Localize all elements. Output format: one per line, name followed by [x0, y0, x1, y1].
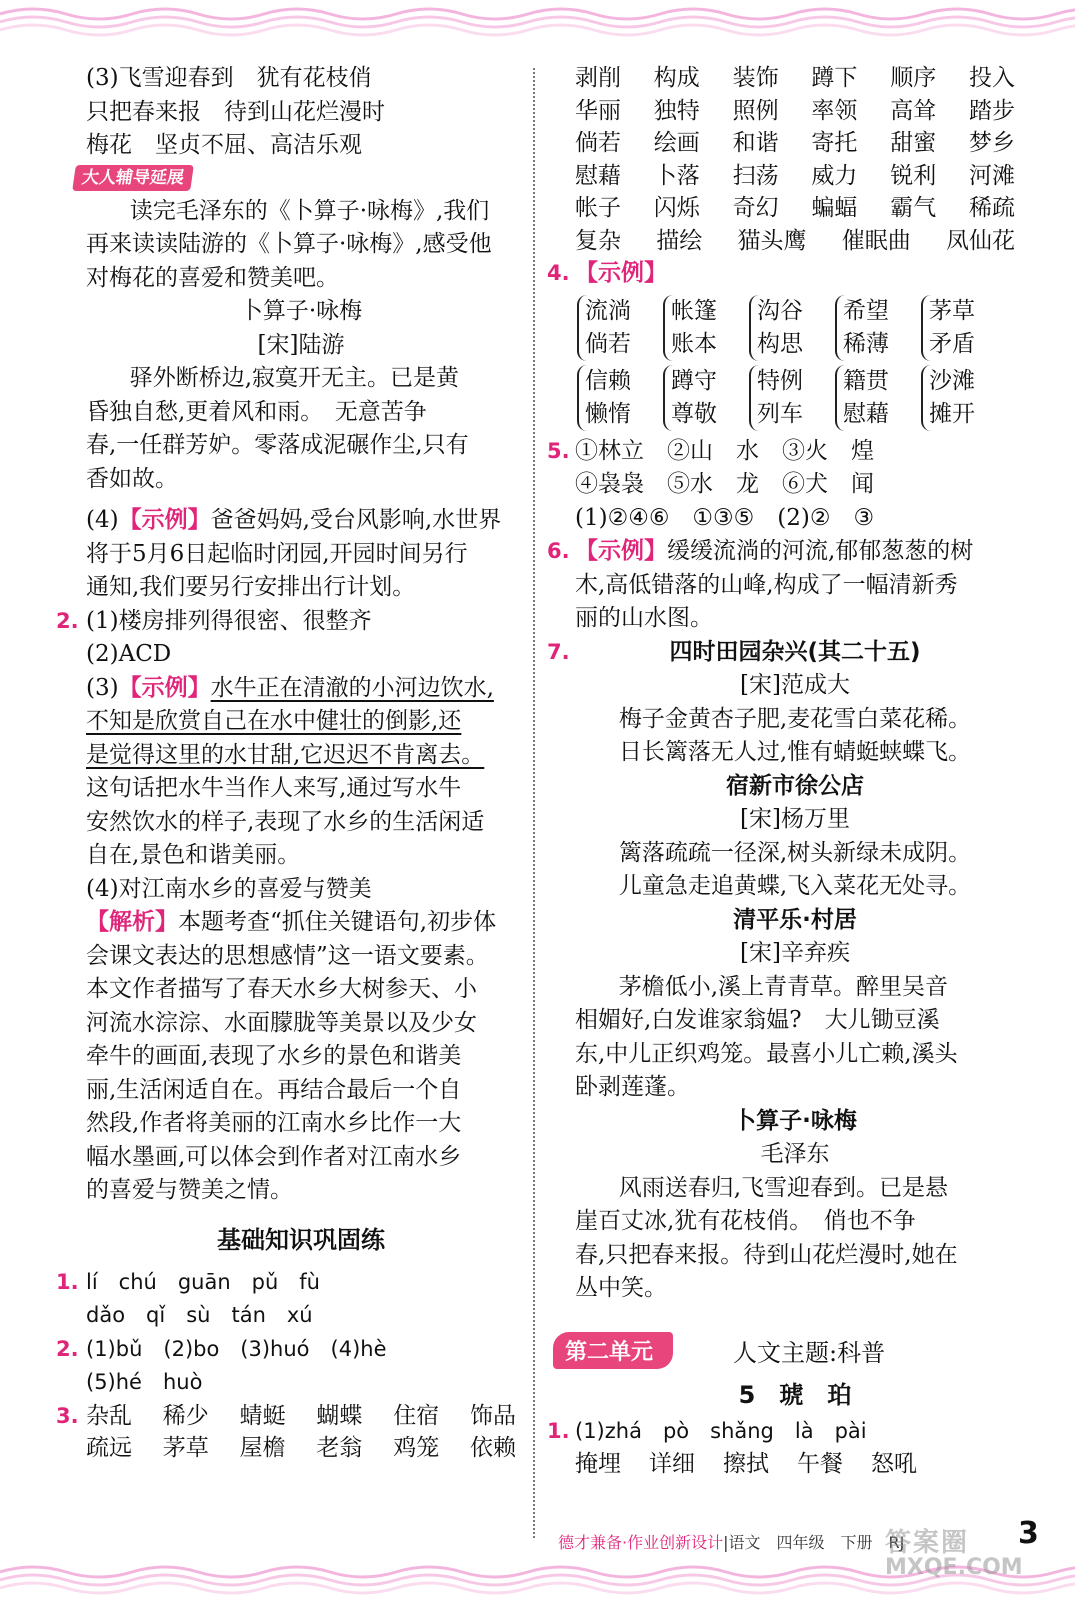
word: 杂乱 [86, 1402, 132, 1429]
word: 流淌 [585, 297, 631, 324]
page-footer [558, 1530, 904, 1553]
poem-line: 茅檐低小,溪上青青草。醉里吴音 [618, 973, 948, 1000]
word: 华丽 [575, 97, 621, 124]
word: 构思 [757, 330, 803, 357]
text-line: 对梅花的喜爱和赞美吧。 [86, 264, 339, 291]
watermark [885, 1522, 1023, 1580]
text-line: 河流水淙淙、水面朦胧等美景以及少女 [86, 1009, 477, 1036]
text-line: 通知,我们要另行安排出行计划。 [86, 574, 416, 600]
poem-title: 卜算子·咏梅 [733, 1107, 857, 1134]
word: 特例 [757, 367, 803, 394]
text-line: 春,一任群芳妒。零落成泥碾作尘,只有 [86, 432, 469, 458]
poem-line: 风雨送春归,飞雪迎春到。已是悬 [618, 1174, 948, 1201]
word: 蹲守 [671, 367, 717, 394]
word-pair [835, 365, 909, 431]
word: 投入 [968, 65, 1015, 91]
basic-q1 [56, 1266, 516, 1333]
word: 住宿 [393, 1402, 440, 1429]
poem-title: 清平乐·村居 [733, 906, 857, 933]
text-line: (2)ACD [86, 641, 172, 667]
word: 午餐 [797, 1451, 843, 1477]
pinyin-line: (5)hé huò [86, 1370, 203, 1394]
pinyin-line: dǎo qǐ sù tán xú [86, 1303, 313, 1327]
text-line: 昏独自愁,更着风和雨。 无意苦争 [86, 398, 427, 425]
text-segment: 爸爸妈妈,受台风影响,水世界 [210, 507, 502, 533]
q5-block [547, 435, 1015, 536]
word: 绘画 [653, 130, 700, 156]
word: 复杂 [575, 227, 621, 254]
example-label: 【示例】 [575, 260, 667, 286]
text-line: 的喜爱与赞美之情。 [86, 1177, 293, 1203]
poem-author: [宋]杨万里 [740, 806, 850, 832]
q1-part3-answer [86, 62, 516, 163]
word-row [86, 1400, 516, 1433]
word-row [575, 1448, 1015, 1482]
question-number: 3. [56, 1403, 79, 1428]
poem-line: 篱落疏疏一径深,树头新绿未成阴。 [618, 839, 972, 866]
text-line: 幅水墨画,可以体会到作者对江南水乡 [86, 1143, 462, 1170]
text-line: 香如故。 [86, 465, 178, 492]
word: 稀疏 [968, 195, 1015, 221]
word-pair [749, 295, 823, 361]
word: 慰藉 [843, 400, 889, 427]
word: 锐利 [890, 162, 937, 189]
text-line: 会课文表达的思想感情”这一语文要素。 [86, 942, 489, 969]
poem-title: 卜算子·咏梅 [239, 298, 363, 324]
poem-line: 卧剥莲蓬。 [575, 1074, 690, 1100]
word: 怒吼 [871, 1451, 917, 1477]
word: 河滩 [968, 162, 1015, 189]
word: 稀薄 [843, 330, 889, 357]
text-line: 木,高低错落的山峰,构成了一幅清新秀 [575, 571, 958, 598]
unit-theme: 人文主题:科普 [733, 1338, 886, 1367]
underlined-sentence: 水牛正在清澈的小河边饮水, [210, 674, 494, 701]
pinyin-line: (1)bǔ (2)bo (3)huó (4)hè [86, 1336, 387, 1361]
word-pair [921, 295, 995, 361]
word-pair [921, 365, 995, 431]
word-row [575, 127, 1015, 160]
word: 稀少 [162, 1402, 209, 1429]
poem-line: 丛中笑。 [575, 1275, 667, 1301]
word: 踏步 [968, 97, 1015, 124]
word: 信赖 [585, 367, 631, 394]
watermark-url: MXQE.COM [885, 1555, 1023, 1580]
word: 茅草 [929, 297, 975, 324]
word: 鸡笼 [393, 1435, 440, 1461]
word-pair [663, 365, 737, 431]
question-number: 4. [547, 261, 570, 285]
word: 威力 [811, 162, 858, 189]
poem-author: 毛泽东 [760, 1141, 830, 1167]
basic-q3 [56, 1400, 516, 1465]
word: 闪烁 [653, 195, 700, 221]
basic-q2 [56, 1333, 516, 1400]
word-pair [577, 295, 651, 361]
analysis-line [86, 906, 516, 940]
word: 剥削 [575, 65, 621, 91]
q1-part4-answer [86, 504, 516, 538]
poem-line: 东,中儿正织鸡笼。最喜小儿亡赖,溪头 [575, 1040, 958, 1067]
text-line [86, 705, 516, 739]
word: 高耸 [890, 97, 937, 124]
word: 掩埋 [575, 1451, 621, 1477]
left-column [56, 62, 516, 1465]
text-line: ④袅袅 ⑤水 龙 ⑥犬 闻 [575, 471, 874, 497]
pinyin-line: (1)zhá pò shǎng là pài [575, 1418, 867, 1443]
q7-block [547, 636, 1015, 1306]
poem-line: 崖百丈冰,犹有花枝俏。 俏也不争 [575, 1208, 916, 1234]
word: 寄托 [811, 130, 858, 156]
word-pair-row [577, 295, 1015, 361]
word: 奇幻 [732, 195, 779, 221]
word-pair [663, 295, 737, 361]
poem-line: 儿童急走追黄蝶,飞入菜花无处寻。 [618, 873, 972, 899]
word: 屋檐 [239, 1435, 286, 1461]
word-row [86, 1432, 516, 1465]
word: 详细 [649, 1451, 695, 1477]
q4-block [547, 257, 1015, 431]
word: 猫头鹰 [737, 227, 807, 254]
word: 帐篷 [671, 297, 717, 324]
text-line: 然段,作者将美丽的江南水乡比作一大 [86, 1110, 462, 1136]
poem-author: [宋]范成大 [740, 672, 850, 698]
word: 账本 [671, 330, 717, 357]
word: 甜蜜 [890, 130, 937, 156]
text-segment: 本题考查“抓住关键语句,初步体 [178, 909, 497, 935]
unit-badge: 第二单元 [553, 1332, 673, 1369]
footer-brand: 德才兼备·作业创新设计 [558, 1533, 724, 1552]
question-number: 2. [56, 608, 79, 633]
word: 蝙蝠 [811, 195, 858, 221]
word: 蹲下 [811, 65, 858, 91]
word: 懒惰 [585, 400, 631, 427]
poem-author: [宋]辛弃疾 [740, 940, 850, 966]
word: 构成 [653, 65, 700, 91]
question-number: 6. [547, 539, 570, 563]
column-divider [533, 68, 535, 1538]
word: 扫荡 [732, 162, 779, 189]
word: 老翁 [316, 1435, 363, 1461]
word-row [575, 95, 1015, 128]
word-row [575, 62, 1015, 95]
example-label: 【示例】 [118, 507, 211, 533]
text-line: 这句话把水牛当作人来写,通过写水牛 [86, 775, 462, 801]
word: 蜻蜓 [239, 1402, 286, 1429]
word-row [575, 192, 1015, 225]
word-row [575, 160, 1015, 193]
section-title: 基础知识巩固练 [217, 1225, 385, 1254]
word-pair [835, 295, 909, 361]
example-label: 【示例】 [118, 674, 211, 701]
word-grid [575, 62, 1015, 257]
word: 蝴蝶 [316, 1402, 363, 1429]
q6-block [547, 535, 1015, 636]
word: 希望 [843, 297, 889, 324]
question-number: 1. [56, 1269, 79, 1294]
text-line: 牵牛的画面,表现了水乡的景色和谐美 [86, 1043, 462, 1069]
text-line: 安然饮水的样子,表现了水乡的生活闲适 [86, 808, 485, 835]
text-line: 读完毛泽东的《卜算子·咏梅》,我们 [129, 197, 490, 224]
text-line: 只把春来报 待到山花烂漫时 [86, 98, 385, 125]
text-line: 梅花 坚贞不屈、高洁乐观 [86, 132, 362, 158]
unit-header [553, 1332, 1015, 1369]
word: 描绘 [656, 227, 703, 254]
poem-line: 梅子金黄杏子肥,麦花雪白菜花稀。 [618, 705, 972, 732]
word: 独特 [653, 97, 700, 124]
right-column [547, 62, 1015, 1482]
word: 茅草 [162, 1435, 209, 1461]
text-line: ①林立 ②山 水 ③火 煌 [575, 437, 874, 464]
text-segment: 缓缓流淌的河流,郁郁葱葱的树 [667, 538, 974, 564]
word: 装饰 [732, 65, 779, 91]
word: 霸气 [890, 195, 937, 221]
word: 尊敬 [671, 400, 717, 427]
page-number: 3 [1018, 1516, 1039, 1551]
lesson-q1 [547, 1415, 1015, 1482]
text-line [575, 535, 1015, 569]
poem-author: [宋]陆游 [257, 331, 345, 358]
lesson-title: 5 琥 珀 [738, 1380, 852, 1409]
word: 顺序 [890, 65, 937, 91]
word: 率领 [811, 97, 858, 124]
word: 依赖 [469, 1435, 516, 1461]
underlined-sentence: 不知是欣赏自己在水中健壮的倒影,还 [86, 708, 462, 734]
text-line: (3)飞雪迎春到 犹有花枝俏 [86, 65, 372, 91]
word: 倘若 [575, 130, 621, 156]
poem-line: 相媚好,白发谁家翁媪? 大儿锄豆溪 [575, 1007, 940, 1033]
word: 擦拭 [723, 1451, 769, 1477]
part-label: (3) [86, 674, 119, 701]
example-label: 【示例】 [575, 538, 667, 564]
part-label: (4) [86, 507, 119, 533]
question-number: 5. [547, 438, 570, 463]
word: 沟谷 [757, 297, 803, 324]
extension-tag: 大人辅导延展 [72, 165, 194, 191]
question-number: 1. [547, 1418, 570, 1443]
top-wave-border [0, 0, 1075, 38]
text-line: (1)楼房排列得很密、很整齐 [86, 607, 372, 634]
word-pair [749, 365, 823, 431]
word: 籍贯 [843, 367, 889, 394]
word: 梦乡 [968, 130, 1015, 156]
word: 催眠曲 [841, 227, 911, 254]
word: 列车 [757, 400, 803, 427]
word: 卜落 [653, 162, 700, 189]
poem-line: 日长篱落无人过,惟有蜻蜓蛱蝶飞。 [618, 739, 972, 765]
underlined-sentence: 是觉得这里的水甘甜,它迟迟不肯离去。 [86, 741, 485, 768]
text-line: (4)对江南水乡的喜爱与赞美 [86, 875, 372, 902]
question-number: 2. [56, 1336, 79, 1361]
q2-block [56, 605, 516, 1208]
watermark-text: 答案圈 [885, 1528, 970, 1558]
word: 摊开 [929, 400, 975, 427]
text-line: 丽的山水图。 [575, 605, 713, 631]
analysis-label: 【解析】 [86, 909, 178, 935]
poem-title: 宿新市徐公店 [726, 772, 864, 799]
word-pair [577, 365, 651, 431]
word: 凤仙花 [946, 227, 1015, 254]
word: 照例 [732, 97, 779, 124]
text-line [86, 672, 516, 706]
text-line: 自在,景色和谐美丽。 [86, 842, 301, 868]
text-line [86, 739, 516, 773]
pinyin-line: lí chú guān pǔ fù [86, 1269, 320, 1294]
poem-title: 四时田园杂兴(其二十五) [669, 638, 921, 665]
text-line: (1)②④⑥ ①③⑤ (2)② ③ [575, 504, 875, 531]
word: 沙滩 [929, 367, 975, 394]
text-line: 驿外断桥边,寂寞开无主。已是黄 [129, 365, 459, 391]
word: 和谐 [732, 130, 779, 156]
footer-info: |语文 四年级 下册 RJ [723, 1533, 905, 1552]
word-pair-row [577, 365, 1015, 431]
extension-block [86, 195, 516, 497]
word: 倘若 [585, 330, 631, 357]
word: 帐子 [575, 195, 621, 221]
text-line: 本文作者描写了春天水乡大树参天、小 [86, 976, 477, 1002]
word: 疏远 [86, 1435, 132, 1461]
poem-line: 春,只把春来报。待到山花烂漫时,她在 [575, 1241, 958, 1268]
text-line: 再来读读陆游的《卜算子·咏梅》,感受他 [86, 231, 492, 257]
word-row [575, 225, 1015, 258]
word: 慰藉 [575, 162, 621, 189]
question-number: 7. [547, 639, 570, 664]
word: 矛盾 [929, 330, 975, 357]
word: 饰品 [469, 1402, 516, 1429]
text-line: 丽,生活闲适自在。再结合最后一个自 [86, 1076, 462, 1103]
text-line: 将于5月6日起临时闭园,开园时间另行 [86, 540, 468, 567]
